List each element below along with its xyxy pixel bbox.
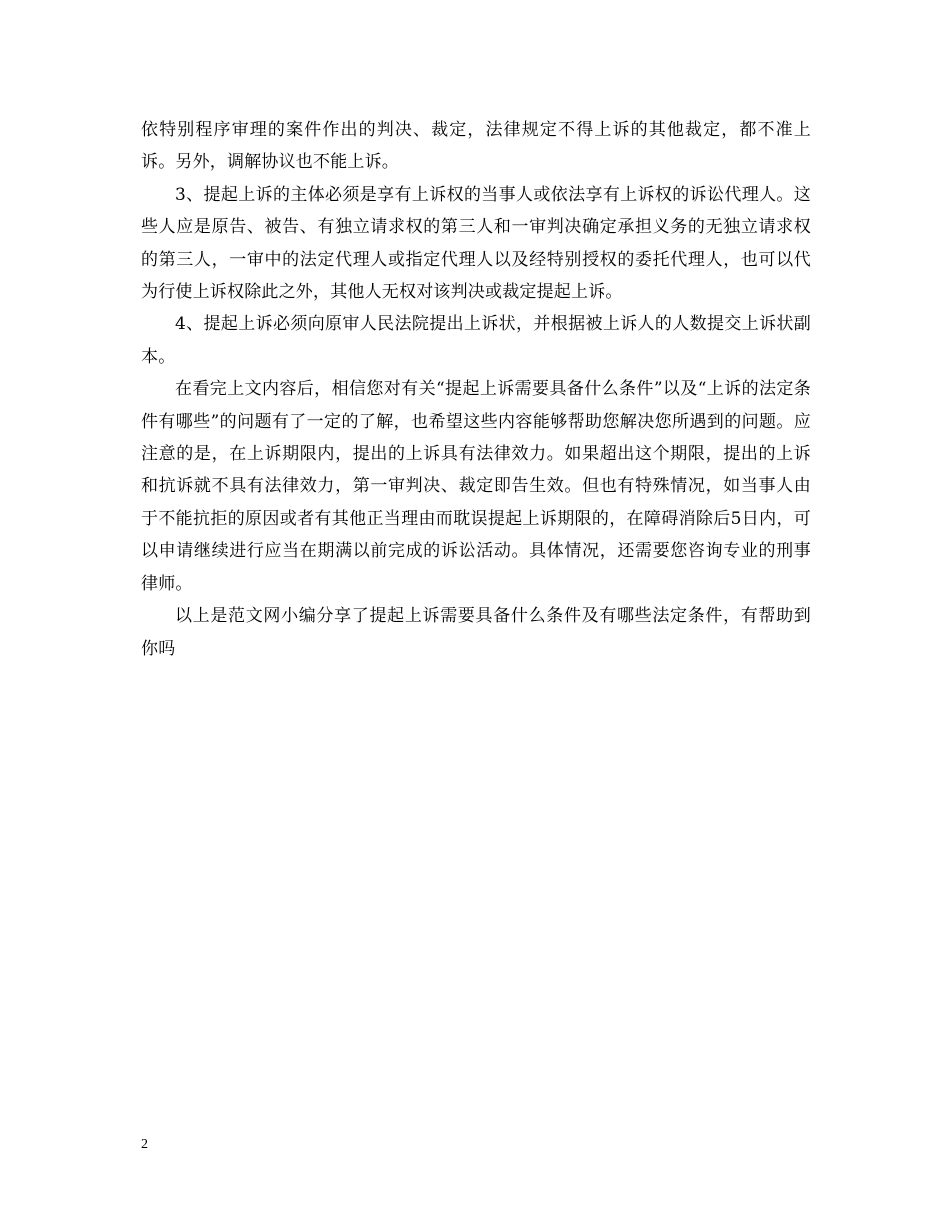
paragraph-item-3: 3、提起上诉的主体必须是享有上诉权的当事人或依法享有上诉权的诉讼代理人。这些人应是原告、被告、有独立请求权的第三人和一审判决确定承担义务的无独立请求权的第三人，一审中的法定代理人或指定代理人以及经特别授权的委托代理人，也可以代为行使上诉权除此之外，其他人无权对该判决或裁定提起上诉。 (141, 184, 811, 303)
paragraph-continuation: 依特别程序审理的案件作出的判决、裁定，法律规定不得上诉的其他裁定，都不准上诉。另外，调解协议也不能上诉。 (141, 120, 811, 173)
body-text (141, 114, 811, 665)
paragraph-summary: 在看完上文内容后，相信您对有关“提起上诉需要具备什么条件”以及“上诉的法定条件有哪些”的问题有了一定的了解，也希望这些内容能够帮助您解决您所遇到的问题。应注意的是，在上诉期限内，提出的上诉具有法律效力。如果超出这个期限，提出的上诉和抗诉就不具有法律效力，第一审判决、裁定即告生效。但也有特殊情况，如当事人由于不能抗拒的原因或者有其他正当理由而耽误提起上诉期限的，在障碍消除后5日内，可以申请继续进行应当在期满以前完成的诉讼活动。具体情况，还需要您咨询专业的刑事律师。 (141, 379, 811, 594)
page-number: 2 (141, 1137, 148, 1152)
paragraph-closing: 以上是范文网小编分享了提起上诉需要具备什么条件及有哪些法定条件，有帮助到你吗 (141, 606, 811, 659)
paragraph-item-4: 4、提起上诉必须向原审人民法院提出上诉状，并根据被上诉人的人数提交上诉状副本。 (141, 314, 811, 367)
